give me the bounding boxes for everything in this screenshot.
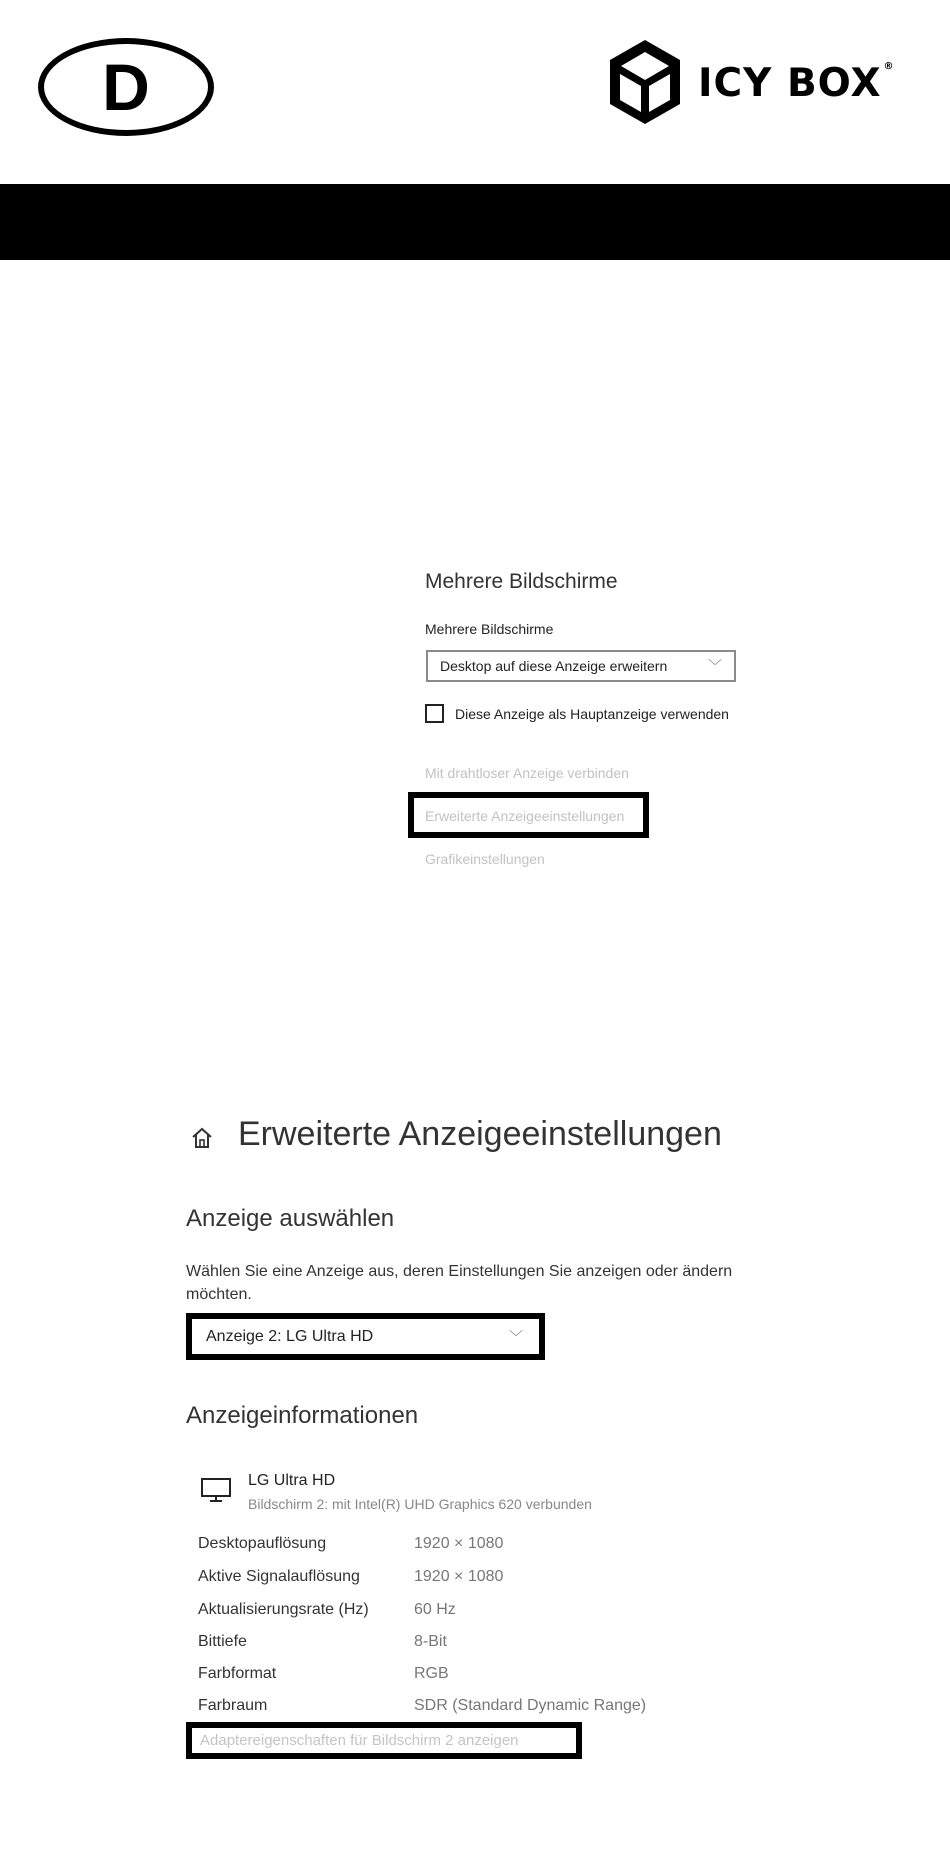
info-value: 8-Bit bbox=[414, 1633, 447, 1650]
chevron-down-icon: ﹀ bbox=[708, 658, 722, 674]
info-label: Aktive Signalauflösung bbox=[198, 1568, 360, 1585]
info-value: RGB bbox=[414, 1665, 449, 1682]
wireless-display-link[interactable]: Mit drahtloser Anzeige verbinden bbox=[425, 765, 629, 781]
info-label: Aktualisierungsrate (Hz) bbox=[198, 1601, 369, 1618]
monitor-name: LG Ultra HD bbox=[248, 1472, 336, 1489]
main-display-checkbox-row[interactable] bbox=[425, 704, 729, 723]
info-label: Desktopauflösung bbox=[198, 1535, 327, 1552]
display-info-heading: Anzeigeinformationen bbox=[186, 1402, 419, 1429]
multi-display-label: Mehrere Bildschirme bbox=[425, 621, 554, 637]
home-icon[interactable] bbox=[190, 1126, 214, 1155]
page-title: Erweiterte Anzeigeeinstellungen bbox=[238, 1115, 722, 1153]
info-value: 1920 × 1080 bbox=[414, 1568, 504, 1585]
info-value: SDR (Standard Dynamic Range) bbox=[414, 1697, 647, 1714]
brand-logo bbox=[606, 36, 895, 128]
graphics-settings-link[interactable]: Grafikeinstellungen bbox=[425, 851, 545, 867]
multi-display-title: Mehrere Bildschirme bbox=[425, 570, 618, 593]
info-label: Farbraum bbox=[198, 1697, 268, 1714]
main-display-checkbox-label: Diese Anzeige als Hauptanzeige verwenden bbox=[455, 705, 729, 722]
select-display-description: Wählen Sie eine Anzeige aus, deren Einstellungen Sie anzeigen oder ändern möchten. bbox=[186, 1263, 733, 1303]
info-label: Bittiefe bbox=[198, 1633, 247, 1650]
language-letter: D bbox=[102, 50, 150, 124]
adapter-properties-link[interactable]: Adaptereigenschaften für Bildschirm 2 anzeigen bbox=[186, 1722, 582, 1759]
chevron-down-icon: ﹀ bbox=[509, 1328, 523, 1345]
main-display-checkbox[interactable] bbox=[425, 704, 444, 723]
display-select-dropdown[interactable] bbox=[186, 1313, 545, 1360]
display-select-value: Anzeige 2: LG Ultra HD bbox=[206, 1327, 374, 1345]
info-value: 60 Hz bbox=[414, 1601, 456, 1618]
monitor-connection: Bildschirm 2: mit Intel(R) UHD Graphics 620 verbunden bbox=[248, 1496, 592, 1512]
select-display-heading: Anzeige auswählen bbox=[186, 1205, 395, 1232]
multi-display-dropdown[interactable] bbox=[426, 650, 736, 682]
header-bar bbox=[0, 184, 950, 260]
language-badge bbox=[38, 38, 214, 136]
info-value: 1920 × 1080 bbox=[414, 1535, 504, 1552]
advanced-display-settings-link[interactable]: Erweiterte Anzeigeeinstellungen bbox=[425, 808, 625, 824]
info-label: Farbformat bbox=[198, 1665, 277, 1682]
multi-display-dropdown-value: Desktop auf diese Anzeige erweitern bbox=[440, 658, 668, 674]
monitor-icon bbox=[200, 1477, 232, 1508]
cube-icon bbox=[606, 36, 684, 128]
brand-name: ICY BOX ® bbox=[698, 60, 895, 106]
